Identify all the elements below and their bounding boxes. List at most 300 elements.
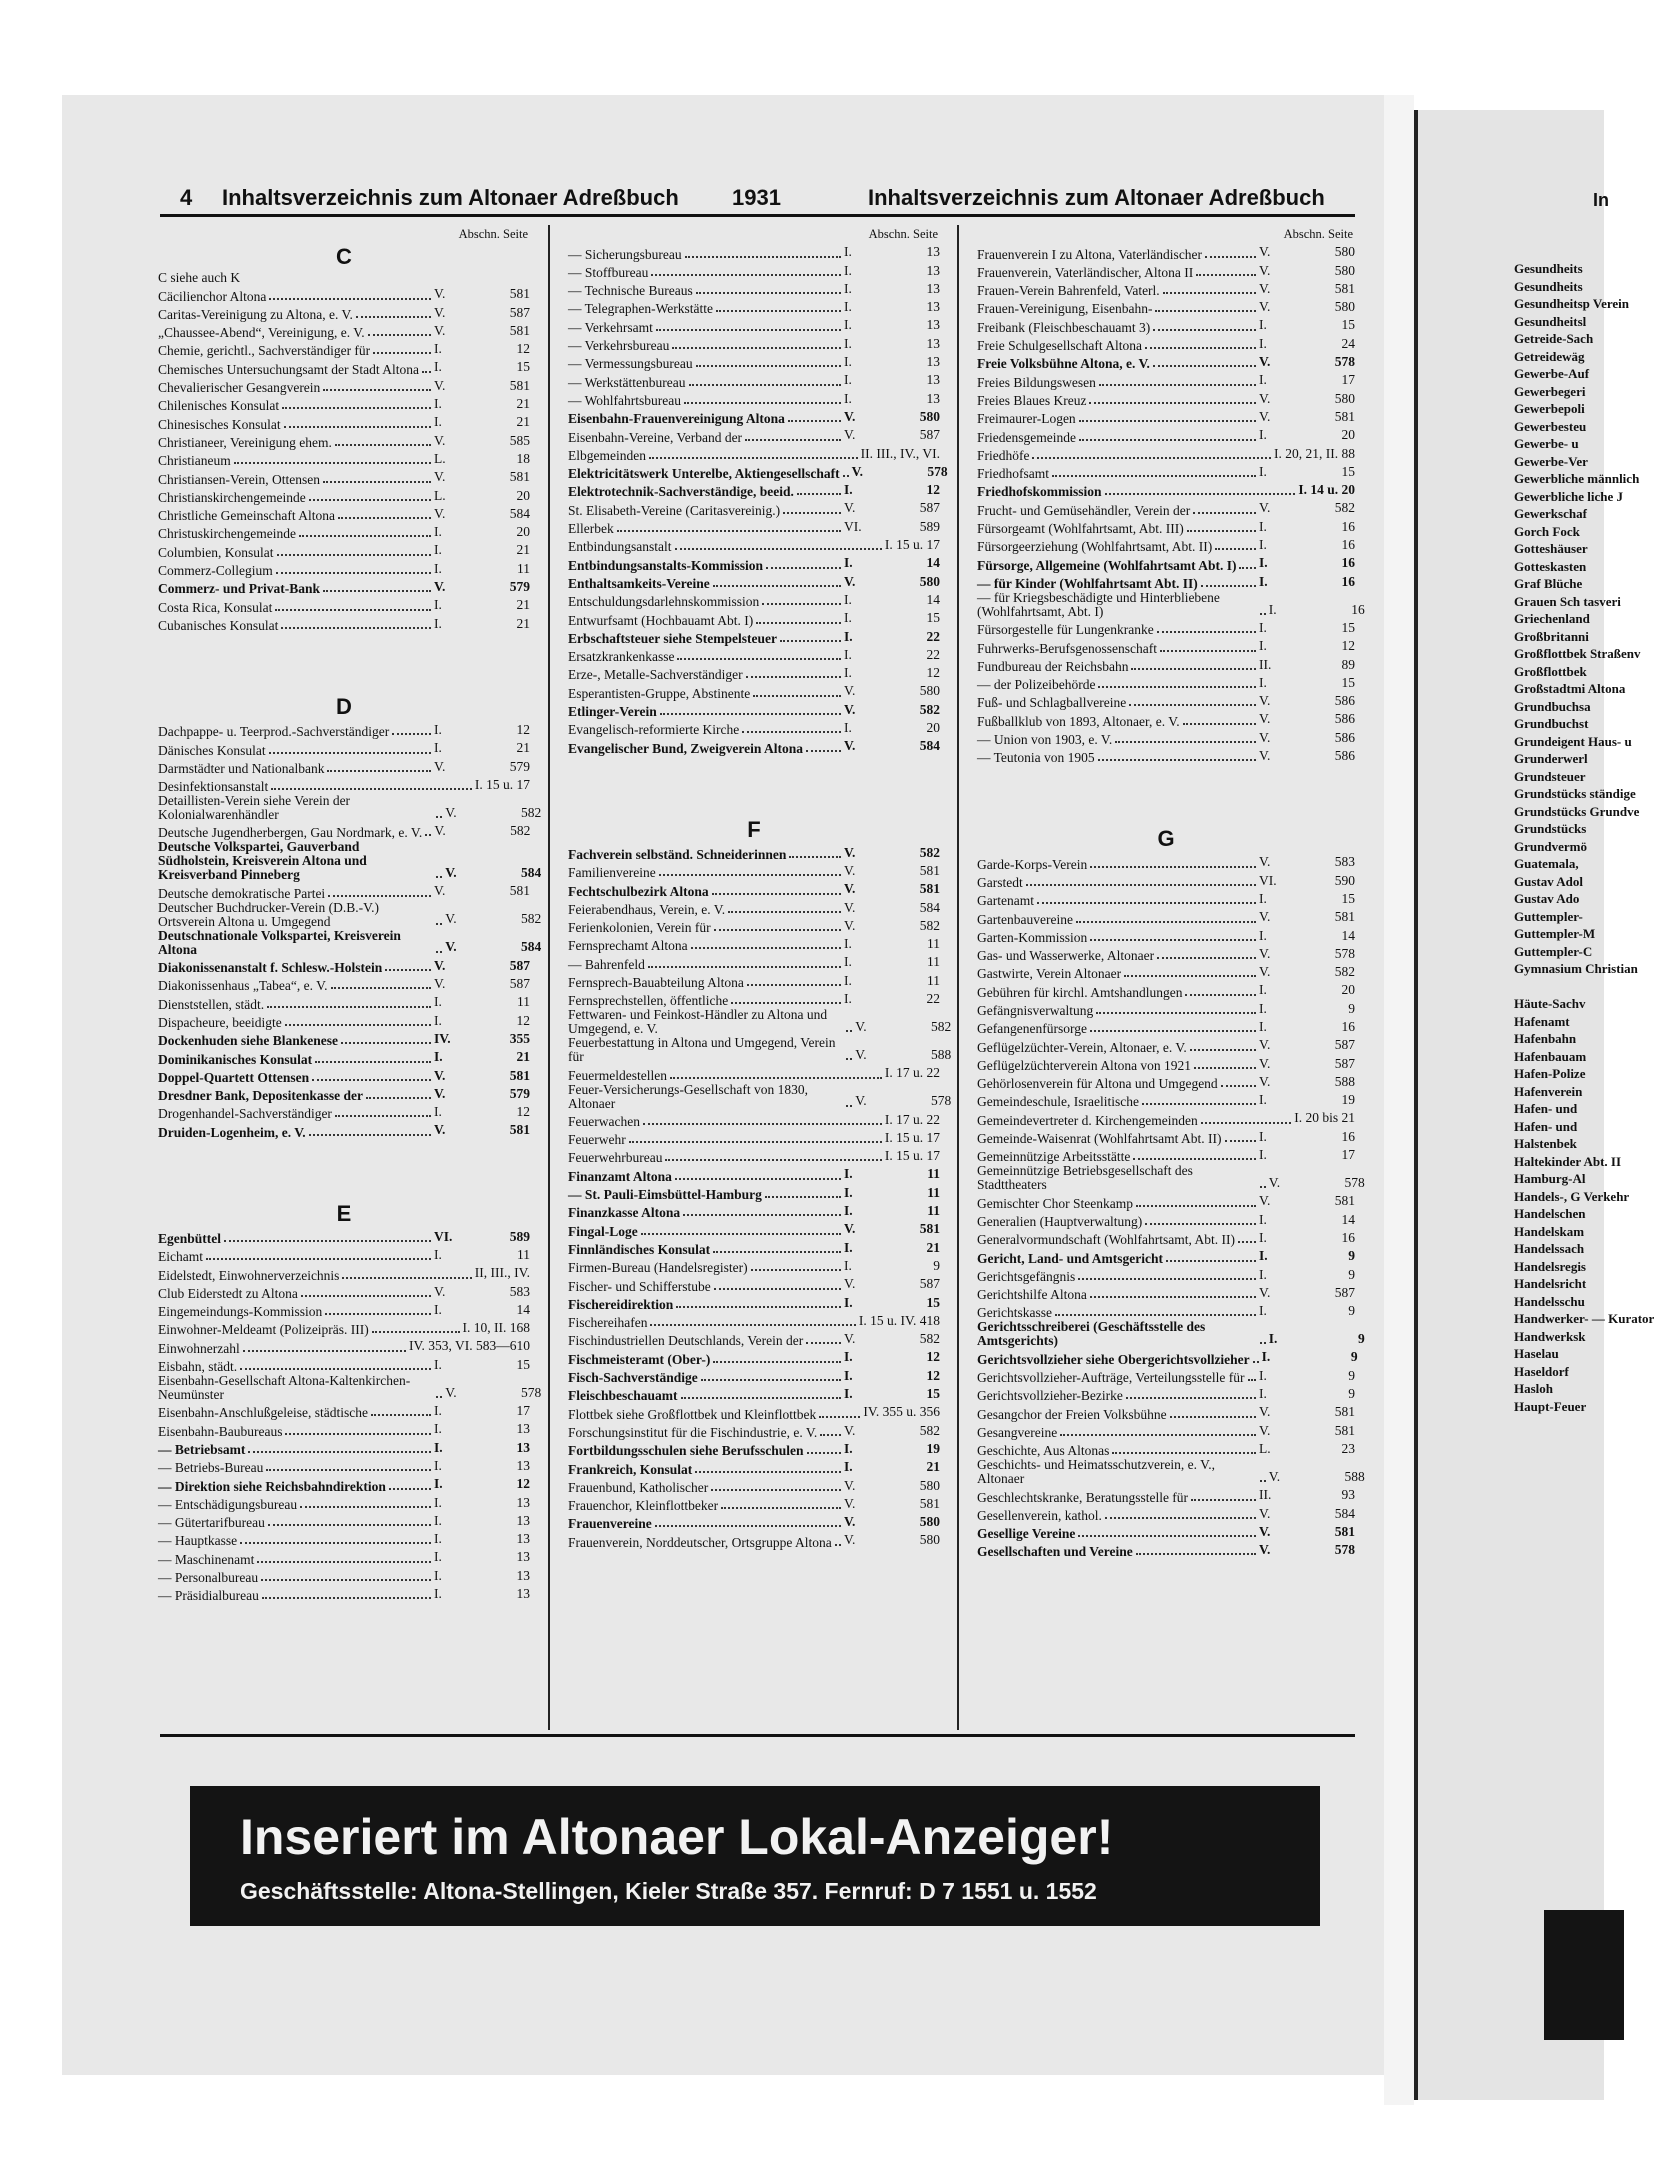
index-entry — [977, 371, 1355, 389]
right-page-entry: Gotteskasten — [1514, 558, 1587, 574]
dot-leader — [1221, 1085, 1256, 1087]
right-page-entry: Getreidewäg — [1514, 348, 1585, 364]
entry-name: Gerichtsvollzieher-Bezirke — [977, 1388, 1123, 1404]
entry-section: I. — [434, 721, 442, 737]
index-entry — [568, 1495, 940, 1513]
index-entry — [977, 908, 1355, 926]
entry-section: V. — [445, 804, 457, 820]
entry-page: 587 — [919, 427, 940, 443]
entry-name: — Direktion siehe Reichsbahndirektion — [158, 1478, 386, 1494]
index-entry — [977, 692, 1355, 710]
entry-section: V. — [844, 408, 856, 424]
dot-leader — [315, 1061, 431, 1063]
entry-name: Ferienkolonien, Verein für — [568, 920, 711, 936]
entry-page: 581 — [1334, 1422, 1355, 1438]
dot-leader — [1136, 1205, 1256, 1207]
entry-section: L. — [1259, 1440, 1271, 1456]
entry-section: I. — [1259, 1386, 1267, 1402]
entry-name: Caritas-Vereinigung zu Altona, e. V. — [158, 306, 353, 322]
entry-section: V. — [1259, 500, 1271, 516]
entry-section: V. — [1259, 1073, 1271, 1089]
entry-page: 587 — [919, 500, 940, 516]
entry-name: Eichamt — [158, 1249, 203, 1265]
dot-leader — [665, 1159, 881, 1161]
index-entry — [977, 1247, 1355, 1265]
index-entry — [158, 596, 530, 614]
entry-section: I. — [1259, 1147, 1267, 1163]
entry-page: 12 — [516, 721, 530, 737]
entry-name: Firmen-Bureau (Handelsregister) — [568, 1260, 748, 1276]
entry-section: I. — [844, 390, 852, 406]
index-entry — [977, 390, 1355, 408]
entry-section: I. — [434, 414, 442, 430]
entry-name: Eisenbahn-Anschlußgeleise, städtische — [158, 1405, 368, 1421]
book-gutter — [1384, 95, 1414, 2105]
entry-name: Gefangenenfürsorge — [977, 1021, 1087, 1037]
entry-section: I. — [1259, 518, 1267, 534]
entry-name: Generalien (Hauptverwaltung) — [977, 1213, 1143, 1229]
entry-page: 581 — [1334, 1404, 1355, 1420]
entry-name: Gesellenverein, kathol. — [977, 1507, 1102, 1523]
entry-section: L. — [434, 487, 446, 503]
dot-leader — [309, 499, 431, 501]
dot-leader — [1055, 1314, 1256, 1316]
dot-leader — [846, 1058, 852, 1060]
dot-leader — [436, 1396, 442, 1398]
dot-leader — [650, 1324, 855, 1326]
entry-page: 11 — [927, 1203, 940, 1219]
index-entry — [158, 322, 530, 340]
right-page-entry: Grundeigent Haus- u — [1514, 733, 1632, 749]
entry-page: 15 — [1341, 317, 1355, 333]
entry-section: I. — [844, 372, 852, 388]
right-page-entry: Großflottbek Straßenv — [1514, 646, 1641, 661]
entry-section: I. — [844, 665, 852, 681]
dot-leader — [806, 750, 841, 752]
dot-leader — [1145, 1223, 1256, 1225]
entry-page: 583 — [1334, 854, 1355, 870]
index-entry — [158, 1103, 530, 1121]
entry-page: 13 — [516, 1512, 530, 1528]
dot-leader — [282, 407, 431, 409]
dot-leader — [1124, 975, 1256, 977]
entry-name: — Werkstättenbureau — [568, 374, 686, 390]
entry-page: 582 — [931, 1018, 952, 1034]
entry-page: 11 — [927, 936, 940, 952]
index-entry — [568, 426, 940, 444]
entry-page: 21 — [926, 1459, 940, 1475]
right-page-entry: Grauen Sch tasveri — [1514, 593, 1621, 609]
entry-page: 19 — [926, 1440, 940, 1456]
entry-page: 581 — [1334, 408, 1355, 424]
entry-section: I. — [434, 1049, 443, 1065]
entry-name: Christuskirchengemeinde — [158, 526, 296, 542]
entry-section: I. — [1259, 890, 1267, 906]
dot-leader — [1105, 493, 1296, 495]
entry-name: Eingemeindungs-Kommission — [158, 1304, 323, 1320]
index-entry — [568, 518, 940, 536]
dot-leader — [1183, 723, 1256, 725]
entry-section: V. — [844, 427, 856, 443]
entry-section: V. — [434, 322, 446, 338]
right-page-entry: Gesundheitsl — [1514, 313, 1587, 329]
entry-section: I. — [434, 597, 442, 613]
index-entry — [158, 413, 530, 431]
entry-page: 17 — [516, 1403, 530, 1419]
entry-section: I. — [434, 1104, 442, 1120]
index-entry — [977, 1000, 1355, 1018]
entry-section: V. — [1259, 1284, 1271, 1300]
index-entry — [977, 353, 1355, 371]
right-page-entry: Grundbuchst — [1514, 716, 1589, 731]
entry-section: I. — [434, 396, 442, 412]
right-page-entry: Gustav Adol — [1514, 873, 1583, 889]
entry-page: 12 — [926, 1349, 940, 1365]
entry-page: 13 — [926, 280, 940, 296]
entry-reference: I. 15 u. 17 — [474, 776, 530, 792]
index-entry — [977, 243, 1355, 261]
entry-name: Fechtschulbezirk Altona — [568, 883, 709, 899]
index-entry — [568, 1239, 940, 1257]
dot-leader — [1133, 1158, 1256, 1160]
entry-name: Ersatzkrankenkasse — [568, 649, 675, 665]
dot-leader — [356, 316, 431, 318]
entry-page: 15 — [1341, 619, 1355, 635]
entry-page: 578 — [521, 1384, 542, 1400]
index-entry — [158, 541, 530, 559]
entry-section: I. — [1259, 982, 1267, 998]
entry-name: Geschlechtskranke, Beratungsstelle für — [977, 1489, 1189, 1505]
section-spacer — [158, 1140, 530, 1200]
dot-leader — [1153, 365, 1256, 367]
dot-leader — [807, 1452, 841, 1454]
dot-leader — [660, 713, 841, 715]
dot-leader — [1157, 631, 1256, 633]
dot-leader — [716, 310, 841, 312]
entry-page: 580 — [919, 573, 940, 589]
dot-leader — [1090, 939, 1256, 941]
dot-leader — [1078, 1535, 1256, 1537]
right-page-entry: Gustav Ado — [1514, 891, 1580, 906]
entry-page: 582 — [919, 1331, 940, 1347]
entry-name: Gerichtshilfe Altona — [977, 1287, 1087, 1303]
right-page-entry: Handwerker- — Kurator — [1514, 1311, 1654, 1326]
entry-name: Eisbahn, städt. — [158, 1359, 238, 1375]
dot-leader — [1078, 1278, 1256, 1280]
index-entry — [158, 957, 530, 975]
entry-page: 20 — [926, 720, 940, 736]
index-entry — [568, 719, 940, 737]
entry-name: Freies Bildungswesen — [977, 374, 1096, 390]
entry-section: I. — [1268, 601, 1277, 617]
entry-name: Geschichts- und Heimatsschutzverein, e. V., Altonaer — [977, 1457, 1215, 1487]
index-entry — [568, 701, 940, 719]
entry-name: Freies Blaues Kreuz — [977, 392, 1087, 408]
index-entry — [568, 536, 940, 554]
entry-name: Chilenisches Konsulat — [158, 398, 280, 414]
dot-leader — [1260, 1480, 1266, 1482]
index-entry — [977, 1284, 1355, 1302]
index-entry — [977, 1192, 1355, 1210]
entry-section: I. — [844, 317, 852, 333]
entry-section: I. — [844, 646, 852, 662]
index-entry — [977, 1486, 1355, 1504]
entry-name: Desinfektionsanstalt — [158, 779, 269, 795]
entry-page: 22 — [926, 628, 940, 644]
entry-name: Finnländisches Konsulat — [568, 1241, 711, 1257]
entry-page: 9 — [1348, 1367, 1355, 1383]
right-page-entry: Haseldorf — [1514, 1363, 1569, 1379]
entry-section: V. — [1259, 909, 1271, 925]
index-entry — [977, 1018, 1355, 1036]
index-entry — [977, 1385, 1355, 1403]
entry-section: I. — [844, 936, 852, 952]
dot-leader — [1129, 704, 1256, 706]
index-entry — [568, 1111, 940, 1129]
entry-name: Fuß- und Schlagballvereine — [977, 695, 1127, 711]
dot-leader — [257, 1561, 431, 1563]
right-page-entry: Grunderwerl — [1514, 751, 1588, 766]
entry-section: V. — [844, 683, 856, 699]
entry-page: 588 — [1334, 1073, 1355, 1089]
entry-page: 11 — [927, 954, 940, 970]
entry-name: Friedhofsamt — [977, 466, 1049, 482]
entry-page: 12 — [516, 341, 530, 357]
entry-name: — für Kinder (Wohlfahrtsamt Abt. II) — [977, 575, 1198, 591]
entry-section: I. — [434, 1512, 442, 1528]
right-page-entry: Handelsregis — [1514, 1258, 1586, 1274]
entry-name: Deutsche Volkspartei, Gauverband Südholstein, Kreisverein Altona und Kreisverband Pinneberg — [158, 839, 367, 883]
dot-leader — [240, 1368, 431, 1370]
entry-page: 581 — [919, 881, 940, 897]
dot-leader — [1193, 512, 1256, 514]
dot-leader — [1136, 1553, 1256, 1555]
dot-leader — [1079, 420, 1256, 422]
entry-section: I. — [1259, 463, 1267, 479]
entry-page: 20 — [1341, 982, 1355, 998]
dot-leader — [1145, 347, 1256, 349]
entry-name: Familienvereine — [568, 865, 656, 881]
dot-leader — [806, 1342, 841, 1344]
dot-leader — [331, 987, 431, 989]
right-page-entry: Handelsschu — [1514, 1293, 1585, 1309]
entry-page: 582 — [919, 1422, 940, 1438]
index-entry — [568, 1165, 940, 1183]
entry-name: Erbschaftsteuer siehe Stempelsteuer — [568, 630, 777, 646]
right-page-entry: Hamburg-Al — [1514, 1171, 1586, 1186]
dot-leader — [641, 1233, 841, 1235]
section-letter: G — [1157, 826, 1175, 852]
entry-name: Frucht- und Gemüsehändler, Verein der — [977, 502, 1191, 518]
entry-page: 582 — [1334, 964, 1355, 980]
index-entry — [568, 646, 940, 664]
entry-name: Gehörlosenverein für Altona und Umgegend — [977, 1076, 1218, 1092]
dot-leader — [323, 481, 431, 483]
entry-page: 589 — [919, 518, 940, 534]
index-entry — [568, 280, 940, 298]
index-entry — [158, 1548, 530, 1566]
dot-leader — [206, 1258, 431, 1260]
entry-page: 15 — [926, 1386, 940, 1402]
dot-leader — [1157, 957, 1256, 959]
dot-leader — [1238, 1241, 1256, 1243]
entry-section: V. — [855, 1093, 867, 1109]
entry-name: Detaillisten-Verein siehe Verein der Kolonialwarenhändler — [158, 793, 351, 823]
entry-section: I. — [844, 1203, 853, 1219]
index-entry — [568, 990, 940, 1008]
entry-page: 14 — [1341, 1211, 1355, 1227]
right-page-entry: Gewerbesteu — [1514, 418, 1587, 434]
dot-leader — [301, 1295, 431, 1297]
entry-page: 578 — [1344, 1175, 1365, 1191]
entry-name: — Technische Bureaus — [568, 283, 693, 299]
index-entry — [568, 1202, 940, 1220]
right-page-entry: Hafenbahn — [1514, 1031, 1577, 1046]
entry-page: 13 — [516, 1567, 530, 1583]
entry-page: 20 — [1341, 427, 1355, 443]
dot-leader — [366, 1097, 431, 1099]
entry-reference: I. 10, II. 168 — [462, 1320, 530, 1336]
right-page-entry: Gewerbe-Ver — [1514, 453, 1588, 469]
entry-section: I. — [1261, 1349, 1271, 1365]
dot-leader — [683, 1214, 841, 1216]
entry-name: Gartenbauvereine — [977, 911, 1073, 927]
entry-name: Fußballklub von 1893, Altonaer, e. V. — [977, 713, 1180, 729]
entry-name: — Vermessungsbureau — [568, 356, 693, 372]
entry-name: Fachverein selbständ. Schneiderinnen — [568, 846, 787, 862]
index-entry — [158, 1373, 542, 1403]
entry-section: I. — [844, 720, 852, 736]
entry-page: 578 — [1334, 354, 1355, 370]
index-entry — [568, 1458, 940, 1476]
entry-page: 581 — [509, 469, 530, 485]
right-page-entry: Grundstücks ständige — [1514, 786, 1636, 801]
index-entry — [568, 1440, 940, 1458]
index-entry — [977, 619, 1355, 637]
entry-section: I. — [844, 1459, 853, 1475]
dot-leader — [1105, 1517, 1256, 1519]
dot-leader — [1099, 384, 1256, 386]
right-page-entry: Großbritanni — [1514, 628, 1589, 644]
entry-name: Fürsorgestelle für Lungenkranke — [977, 622, 1154, 638]
entry-name: Christianeum — [158, 453, 231, 469]
entry-page: 15 — [1341, 674, 1355, 690]
index-entry — [568, 935, 940, 953]
index-entry — [977, 335, 1355, 353]
section-spacer — [568, 756, 940, 816]
entry-name: Gemeinnützige Betriebsgesellschaft des Stadttheaters — [977, 1163, 1193, 1193]
index-entry — [977, 890, 1355, 908]
index-entry — [568, 408, 940, 426]
entry-name: Fuhrwerks-Berufsgenossenschaft — [977, 640, 1157, 656]
entry-section: IV. — [434, 1030, 451, 1046]
dot-leader — [1260, 1186, 1266, 1188]
index-entry — [568, 953, 940, 971]
entry-name: Eisenbahn-Baubureaus — [158, 1423, 283, 1439]
entry-section: I. — [844, 1257, 852, 1273]
entry-section: V. — [844, 738, 856, 754]
index-entry — [977, 536, 1355, 554]
entry-name: Fischmeisteramt (Ober-) — [568, 1351, 711, 1367]
entry-page: 13 — [926, 317, 940, 333]
entry-section: I. — [434, 1301, 442, 1317]
dot-leader — [269, 298, 431, 300]
entry-name: Fürsorgeamt (Wohlfahrtsamt, Abt. III) — [977, 521, 1184, 537]
entry-name: Frankreich, Konsulat — [568, 1461, 693, 1477]
entry-section: V. — [855, 1046, 867, 1062]
dot-leader — [1196, 274, 1256, 276]
index-entry — [568, 1257, 940, 1275]
entry-page: 14 — [516, 1301, 530, 1317]
entry-page: 587 — [509, 957, 530, 973]
right-page-entry: Hafen-Polize — [1514, 1066, 1586, 1081]
entry-section: I. — [434, 1356, 442, 1372]
entry-name: Entschuldungsdarlehnskommission — [568, 594, 760, 610]
entry-section: I. — [844, 1367, 853, 1383]
dot-leader — [436, 876, 442, 878]
index-entry — [158, 1030, 530, 1048]
entry-name: Diakonissenanstalt f. Schlesw.-Holstein — [158, 960, 383, 976]
entry-page: 16 — [1341, 573, 1355, 589]
entry-reference: I. 17 u. 22 — [884, 1111, 940, 1127]
entry-name: Friedhöfe — [977, 447, 1030, 463]
dot-leader — [696, 365, 841, 367]
entry-page: 12 — [516, 1104, 530, 1120]
index-entry — [977, 853, 1355, 871]
entry-page: 20 — [516, 524, 530, 540]
entry-page: 16 — [1341, 1018, 1355, 1034]
dot-leader — [300, 1506, 431, 1508]
dot-leader — [655, 1525, 841, 1527]
dot-leader — [1166, 1260, 1256, 1262]
entry-section: V. — [1259, 408, 1271, 424]
index-entry — [158, 271, 530, 285]
header-rule — [160, 214, 1355, 217]
entry-name: Gesangvereine — [977, 1424, 1058, 1440]
index-entry — [977, 298, 1355, 316]
entry-section: V. — [1259, 854, 1271, 870]
right-page-entry: Grundbuchsa — [1514, 698, 1591, 714]
entry-page: 581 — [1334, 1193, 1355, 1209]
entry-reference: I. 17 u. 22 — [884, 1065, 940, 1081]
entry-name: Dockenhuden siehe Blankenese — [158, 1033, 339, 1049]
right-page-entry: Gesundheits — [1514, 261, 1583, 276]
entry-name: Freie Schulgesellschaft Altona — [977, 338, 1142, 354]
entry-page: 584 — [509, 505, 530, 521]
entry-section: V. — [1268, 1175, 1281, 1191]
right-page-entry: Grundstücks — [1514, 821, 1587, 836]
entry-page: 582 — [919, 917, 940, 933]
entry-page: 581 — [1334, 280, 1355, 296]
index-entry — [568, 1477, 940, 1495]
entry-section: I. — [1259, 1018, 1267, 1034]
entry-page: 355 — [509, 1030, 530, 1046]
entry-page: 19 — [1341, 1092, 1355, 1108]
index-entry — [568, 1220, 940, 1238]
dot-leader — [843, 475, 849, 477]
entry-page: 581 — [919, 862, 940, 878]
dot-leader — [284, 426, 431, 428]
entry-section: I. — [434, 560, 442, 576]
entry-section: V. — [844, 1221, 856, 1237]
entry-name: Feuerbestattung in Altona und Umgegend, Verein für — [568, 1035, 836, 1065]
right-page-entry: Gesundheitsp Verein — [1514, 296, 1629, 311]
entry-name: Fürsorgeerziehung (Wohlfahrtsamt, Abt. II) — [977, 539, 1213, 555]
entry-page: 23 — [1341, 1440, 1355, 1456]
entry-name: — Präsidialbureau — [158, 1588, 259, 1604]
entry-page: 586 — [1334, 711, 1355, 727]
entry-name: Dachpappe- u. Teerprod.-Sachverständiger — [158, 724, 390, 740]
